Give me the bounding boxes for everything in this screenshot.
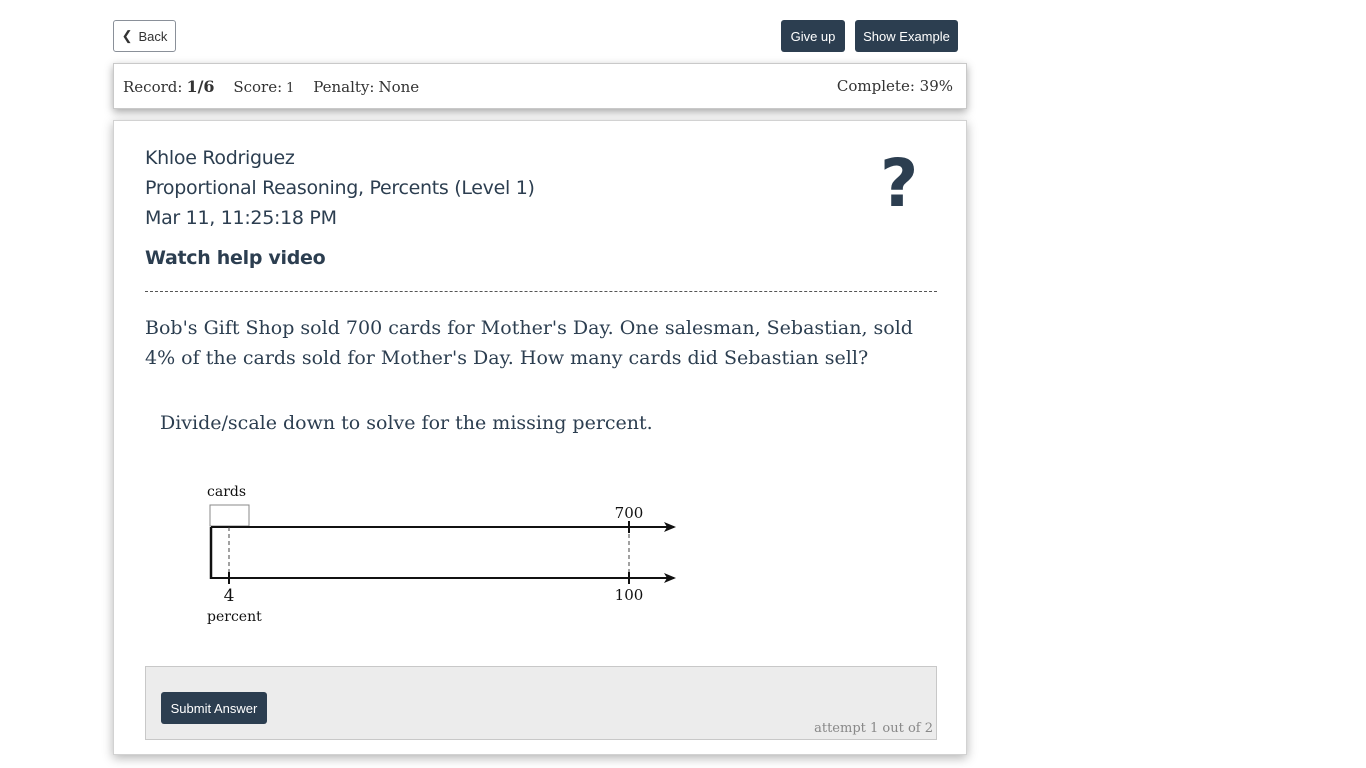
penalty-value: None (378, 78, 420, 96)
student-name: Khloe Rodriguez (145, 147, 295, 169)
attempt-counter: attempt 1 out of 2 (814, 721, 933, 736)
submit-answer-button[interactable]: Submit Answer (161, 692, 267, 724)
back-button-label: Back (138, 28, 168, 44)
percent-axis-label: percent (207, 609, 262, 625)
score-label: Score: (233, 78, 283, 96)
complete-label: Complete: (836, 77, 915, 95)
back-button[interactable] (113, 20, 176, 52)
record-label: Record: (123, 78, 183, 96)
status-bar (113, 63, 967, 109)
problem-card (113, 120, 967, 755)
percent-given-value: 4 (223, 586, 235, 606)
record-value: 1/6 (186, 77, 215, 96)
give-up-button[interactable]: Give up (781, 20, 845, 52)
chevron-left-icon: ❮ (121, 28, 133, 43)
divider (145, 291, 937, 292)
percent-total-value: 100 (614, 586, 644, 604)
instruction-text: Divide/scale down to solve for the missing percent. (160, 412, 653, 434)
submit-panel (145, 666, 937, 740)
show-example-button[interactable]: Show Example (855, 20, 958, 52)
penalty-label: Penalty: (313, 78, 375, 96)
score-status (233, 78, 299, 96)
status-left (123, 77, 419, 96)
cards-total-value: 700 (614, 504, 644, 522)
complete-value: 39% (919, 77, 953, 95)
cards-axis-label: cards (207, 484, 247, 500)
complete-status (837, 77, 953, 95)
record-status (123, 78, 219, 96)
topic-title: Proportional Reasoning, Percents (Level 1) (145, 177, 535, 199)
problem-text: Bob's Gift Shop sold 700 cards for Mother's Day. One salesman, Sebastian, sold 4% of the cards sold for Mother's Day. How many cards did Sebastian sell? (145, 317, 913, 369)
cards-answer-input[interactable] (210, 505, 249, 526)
double-number-line (202, 476, 702, 636)
watch-help-video-link[interactable]: Watch help video (145, 247, 326, 269)
score-value: 1 (286, 81, 295, 96)
timestamp: Mar 11, 11:25:18 PM (145, 207, 337, 229)
question-mark-icon[interactable]: ? (880, 145, 919, 222)
penalty-status (313, 78, 419, 96)
